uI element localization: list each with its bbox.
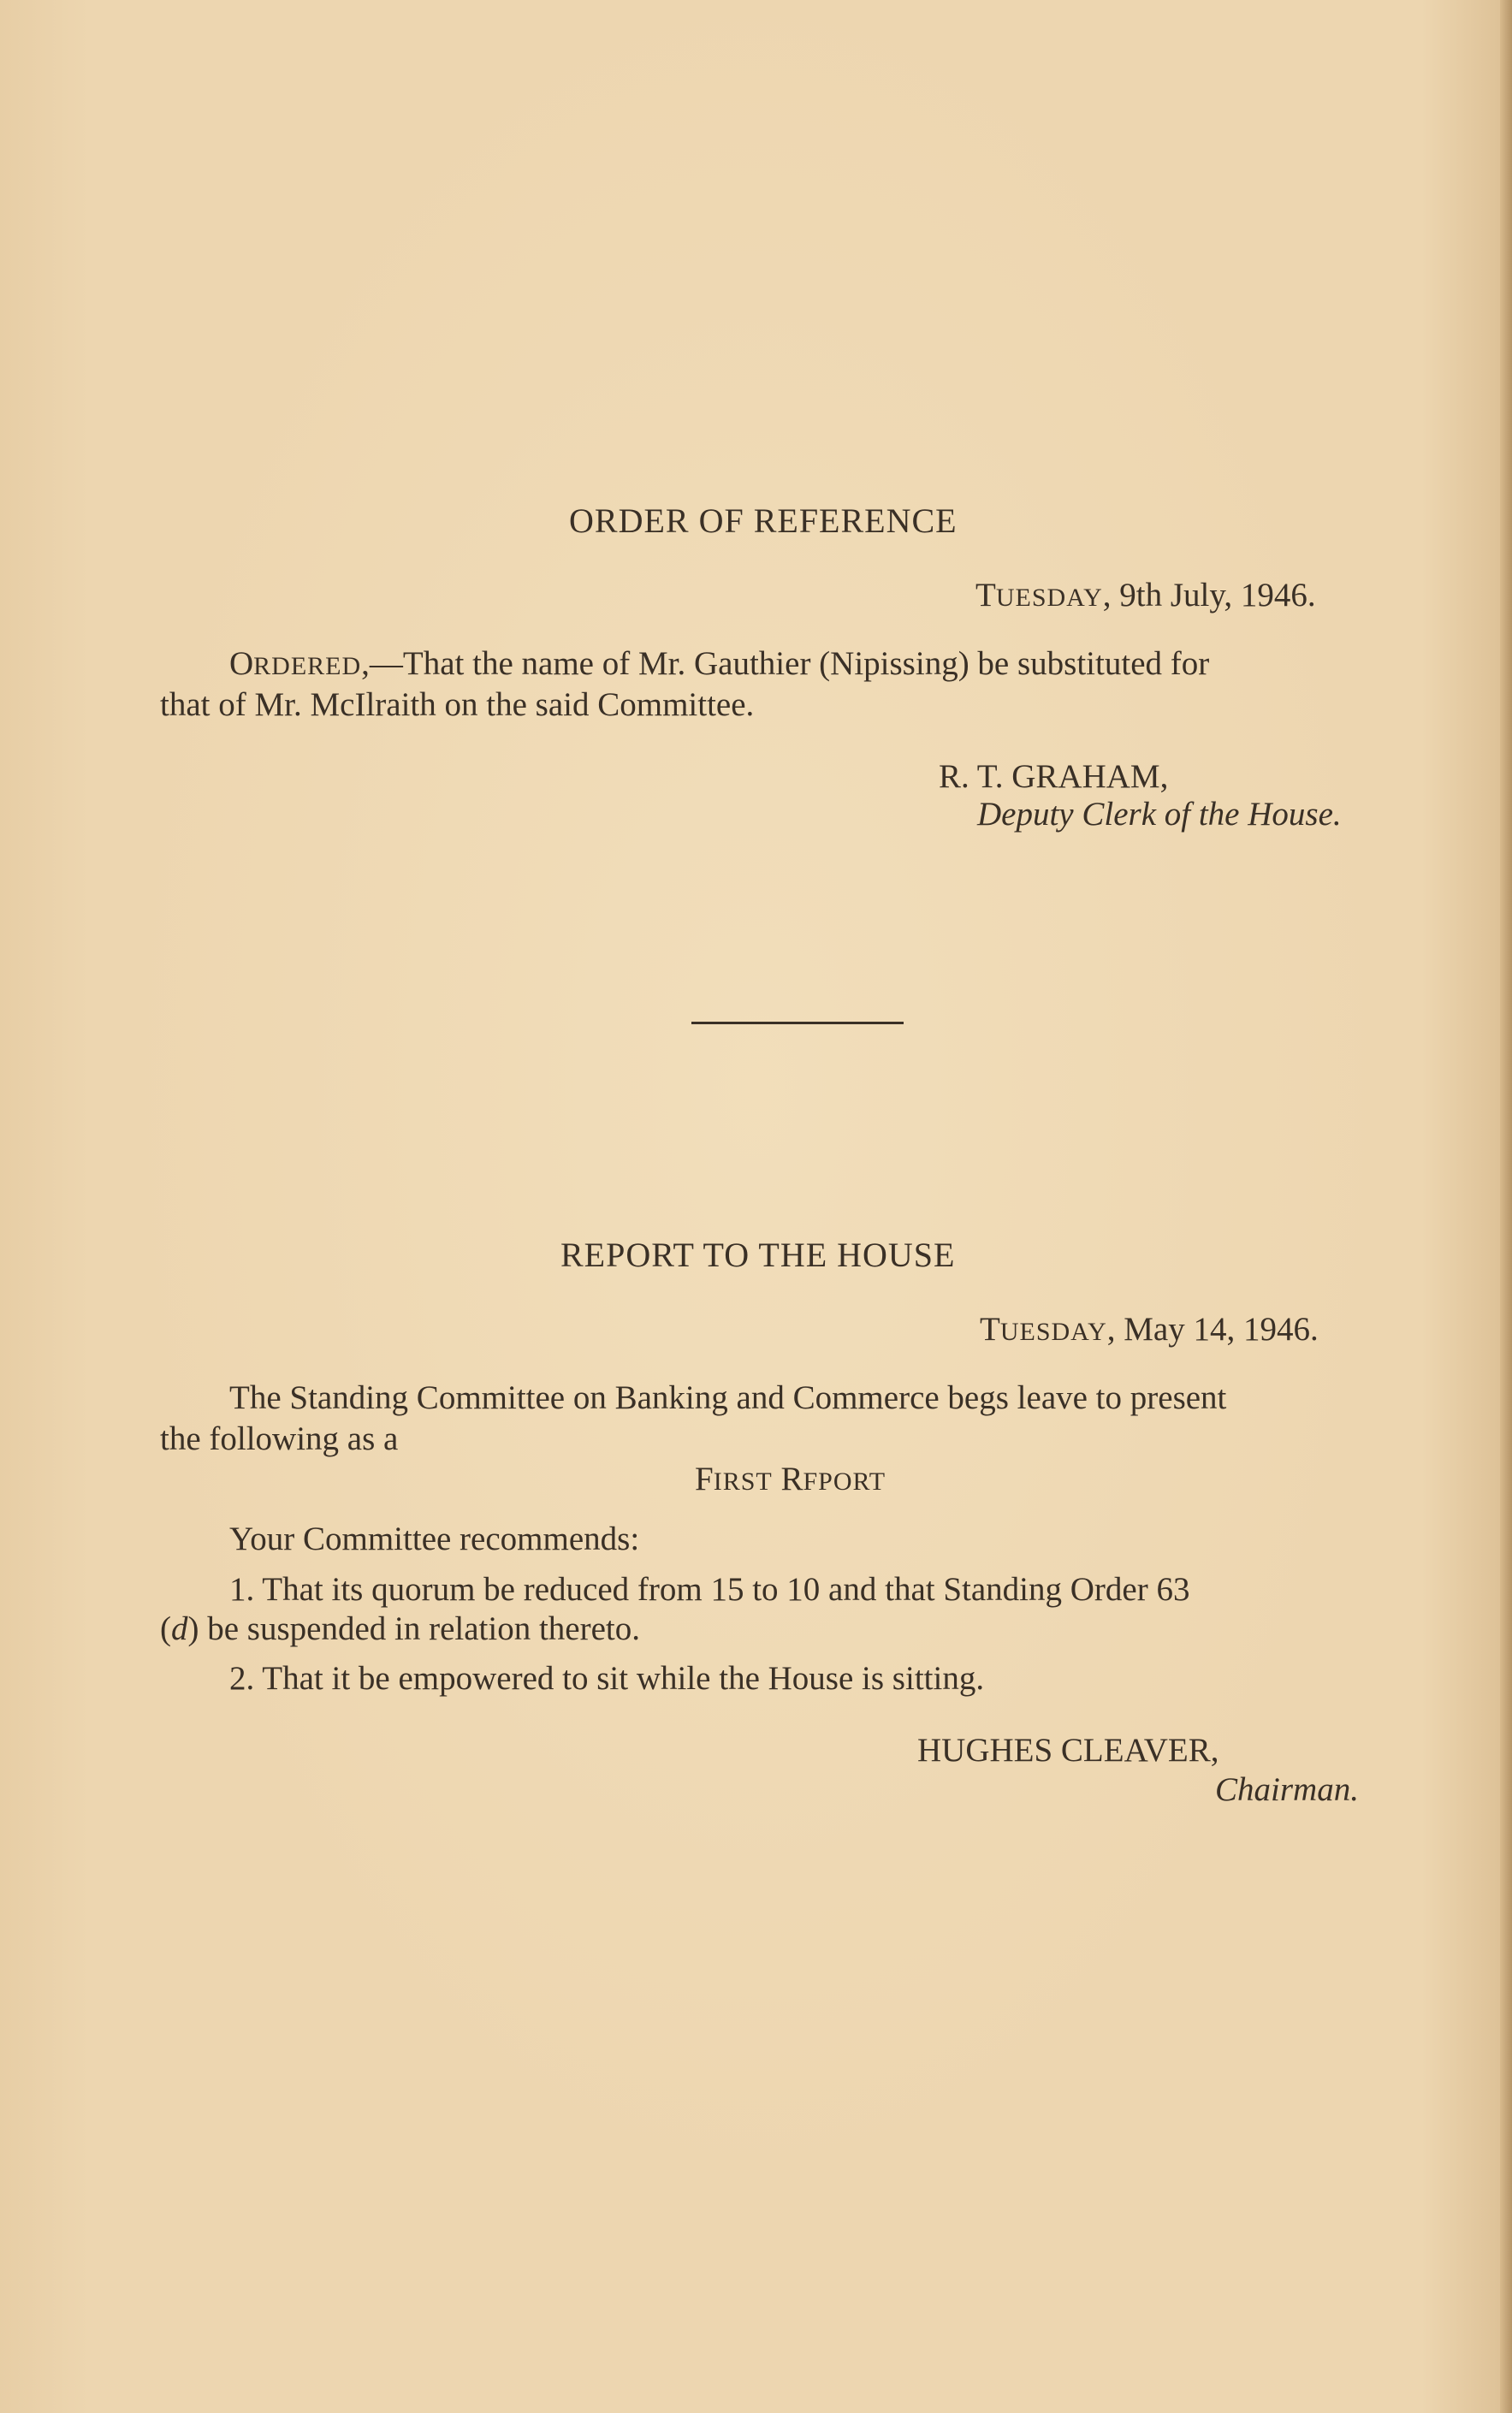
item2-line: 2. That it be empowered to sit while the House is sitting. <box>229 1660 985 1697</box>
order-of-reference-date <box>975 575 1316 619</box>
ordered-paragraph-line2: that of Mr. McIlraith on the said Committee. <box>160 686 755 723</box>
cleaver-signer-name: HUGHES CLEAVER, <box>917 1732 1219 1769</box>
order-of-reference-heading: ORDER OF REFERENCE <box>569 501 958 540</box>
date-day-smallcaps: UESDAY <box>995 584 1103 612</box>
item1-suffix: ) be suspended in relation thereto. <box>187 1610 640 1647</box>
first-initial: F <box>695 1461 714 1497</box>
first-smallcaps: IRST <box>713 1467 773 1496</box>
item1-line2 <box>160 1609 640 1650</box>
report-to-house-heading: REPORT TO THE HOUSE <box>560 1236 956 1274</box>
report-date-day-initial: T <box>980 1311 1000 1348</box>
date-day-initial: T <box>975 577 996 614</box>
ordered-smallcaps: RDERED <box>253 652 362 680</box>
report-date <box>980 1309 1319 1353</box>
report-intro-line2: the following as a <box>160 1420 399 1457</box>
report-initial: R <box>780 1461 803 1497</box>
section-divider <box>691 1022 904 1024</box>
ordered-initial: O <box>229 645 254 682</box>
report-intro-line1: The Standing Committee on Banking and Commerce begs leave to present <box>229 1379 1227 1416</box>
ordered-paragraph-line1 <box>229 643 1444 687</box>
item1-paren-open: ( <box>160 1610 171 1647</box>
graham-signer-title: Deputy Clerk of the House. <box>977 796 1342 833</box>
item1-line1: 1. That its quorum be reduced from 15 to 10 and that Standing Order 63 <box>229 1571 1190 1608</box>
ordered-text: ,—That the name of Mr. Gauthier (Nipissing) be substituted for <box>361 645 1210 682</box>
report-date-text: , May 14, 1946. <box>1106 1311 1319 1348</box>
first-report-title <box>695 1459 886 1503</box>
page-edge <box>1500 0 1512 2413</box>
report-smallcaps: FPORT <box>803 1467 886 1496</box>
item1-letter: d <box>171 1610 188 1647</box>
cleaver-signer-title: Chairman. <box>1215 1771 1359 1808</box>
graham-signer-name: R. T. GRAHAM, <box>939 758 1169 795</box>
recommends-line: Your Committee recommends: <box>229 1521 640 1557</box>
date-text: , 9th July, 1946. <box>1102 577 1316 614</box>
report-date-day-smallcaps: UESDAY <box>999 1318 1107 1346</box>
